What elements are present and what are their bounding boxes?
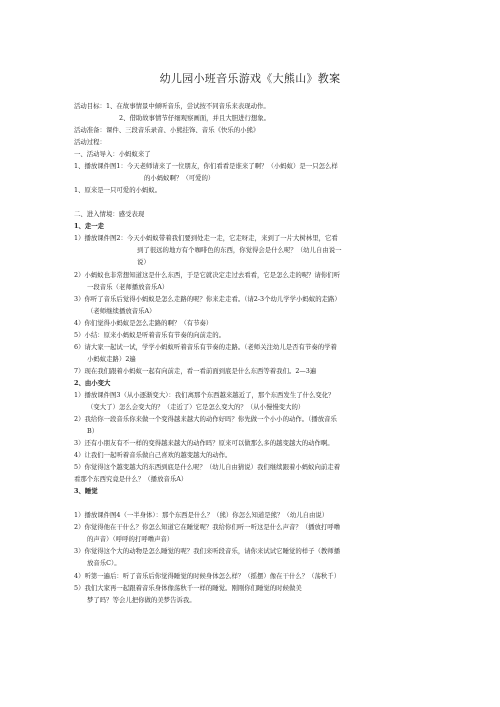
text-line: 小蚂蚁走路）2遍 — [87, 355, 136, 363]
section-heading: 1、走一走 — [74, 222, 105, 230]
document-title: 幼儿园小班音乐游戏《大熊山》教案 — [159, 72, 341, 85]
text-line: 1、原来是一只可爱的小蚂蚁。 — [74, 186, 162, 194]
text-line: 3）你听了音乐后觉得小蚂蚁是怎么走路的呢？你来走走看。（请2-3个幼儿学学小蚂蚁的走路） — [74, 295, 341, 303]
text-line: 一、活动导入：小蚂蚁来了 — [74, 150, 151, 158]
text-line: 5）你觉得这个越变越大的东西到底是什么呢？（幼儿自由猜说）我们继续跟着小蚂蚁向前走着 — [74, 463, 341, 471]
text-line: 1）播放课件图4（一半身体）：那个东西是什么？（熊）你怎么知道是熊？（幼儿自由说） — [74, 511, 329, 519]
section-heading: 2、由小变大 — [74, 379, 111, 387]
text-line: 1）播放课件图2：今天小蚂蚁带着我们要到处走一走，它走呀走，来到了一片大树林里，它看 — [74, 234, 338, 242]
text-line: 2）我给你一段音乐你来做一个变得越来越大的动作好吗？你先做一个小小的动作。（播放音乐 — [74, 415, 337, 423]
text-line: 6）请大家一起试一试，学学小蚂蚁听着音乐有节奏的走路。（老师关注幼儿是否有节奏的学着 — [74, 343, 337, 351]
text-line: 活动准备：课件、三段音乐录音、小熊挂饰、音乐《快乐的小熊》 — [74, 126, 260, 134]
text-line: 1、播放课件图1：今天老师请来了一位朋友，你们看看是谁来了啊？（小蚂蚁）是一只怎么样 — [74, 162, 338, 170]
text-line: 的小蚂蚁啊？（可爱的） — [144, 174, 215, 182]
text-line: 一段音乐（老师播放音乐A） — [87, 283, 169, 291]
text-line: 3）你觉得这个大的动物是怎么睡觉的呢？我们来听段音乐，请你来试试它睡觉的样子（教师播 — [74, 547, 341, 555]
text-line: 看那个东西究竟是什么？（播放音乐A） — [74, 475, 188, 483]
text-line: 活动目标：1、在故事情景中倾听音乐，尝试按不同音乐来表现动作。 — [74, 102, 270, 110]
text-line: 4）听第一遍后：听了音乐后你觉得睡觉的时候身体怎么样？（摇摆）像在干什么？（荡秋千） — [74, 572, 341, 580]
text-line: 活动过程： — [74, 138, 106, 146]
text-line: 5）我们大家再一起跟着音乐身体像荡秋千一样的睡觉。刚刚你们睡觉的时候做美 — [74, 584, 302, 592]
text-line: 二、进入情境：感受表现 — [74, 210, 145, 218]
text-line: 1）播放课件图3（从小逐渐变大）：我们离那个东西越来越近了，那个东西发生了什么变化？ — [74, 391, 335, 399]
section-heading: 3、睡觉 — [74, 487, 98, 495]
text-line: 的声音）（呼呼的打呼噜声音） — [87, 535, 174, 543]
text-line: 2）小蚂蚁也非常想知道这是什么东西，于是它就决定走过去看看，它是怎么走的呢？请你们听 — [74, 271, 341, 279]
text-line: 4）让我们一起听着音乐做自己喜欢的越变越大的动作。 — [74, 451, 232, 459]
text-line: 放音乐C）。 — [87, 559, 121, 567]
text-line: 3）还有小朋友有不一样的变得越来越大的动作吗？原来可以做那么多的越变越大的动作啊。 — [74, 439, 334, 447]
text-line: （变大了）怎么会变大的？（走近了）它是怎么变大的？（从小慢慢变大的） — [87, 403, 305, 411]
text-line: 4）你们觉得小蚂蚁是怎么走路的啊？（有节奏） — [74, 319, 213, 327]
text-line: （老师继续播放音乐A） — [87, 307, 156, 315]
text-line: 到了很远的地方有个咖啡色的东西，你觉得会是什么呢？（幼儿自由说一 — [137, 246, 342, 254]
text-line: 7）现在我们跟着小蚂蚁一起有向前走，看一看前面到底是什么东西等着我们。2—3遍 — [74, 367, 317, 375]
text-line: 梦了吗？等会儿把你做的美梦告诉我。 — [87, 596, 196, 604]
text-line: B） — [87, 427, 99, 435]
text-line: 2、借助故事情节仔细观察画面，并且大胆进行想象。 — [119, 114, 271, 122]
text-line: 2）你觉得他在干什么？你怎么知道它在睡觉呢？我给你们听一听这是什么声音？（播放打呼噜 — [74, 523, 341, 531]
text-line: 说） — [137, 258, 150, 266]
text-line: 5）小结：原来小蚂蚁是听着音乐有节奏的向前走的。 — [74, 331, 226, 339]
